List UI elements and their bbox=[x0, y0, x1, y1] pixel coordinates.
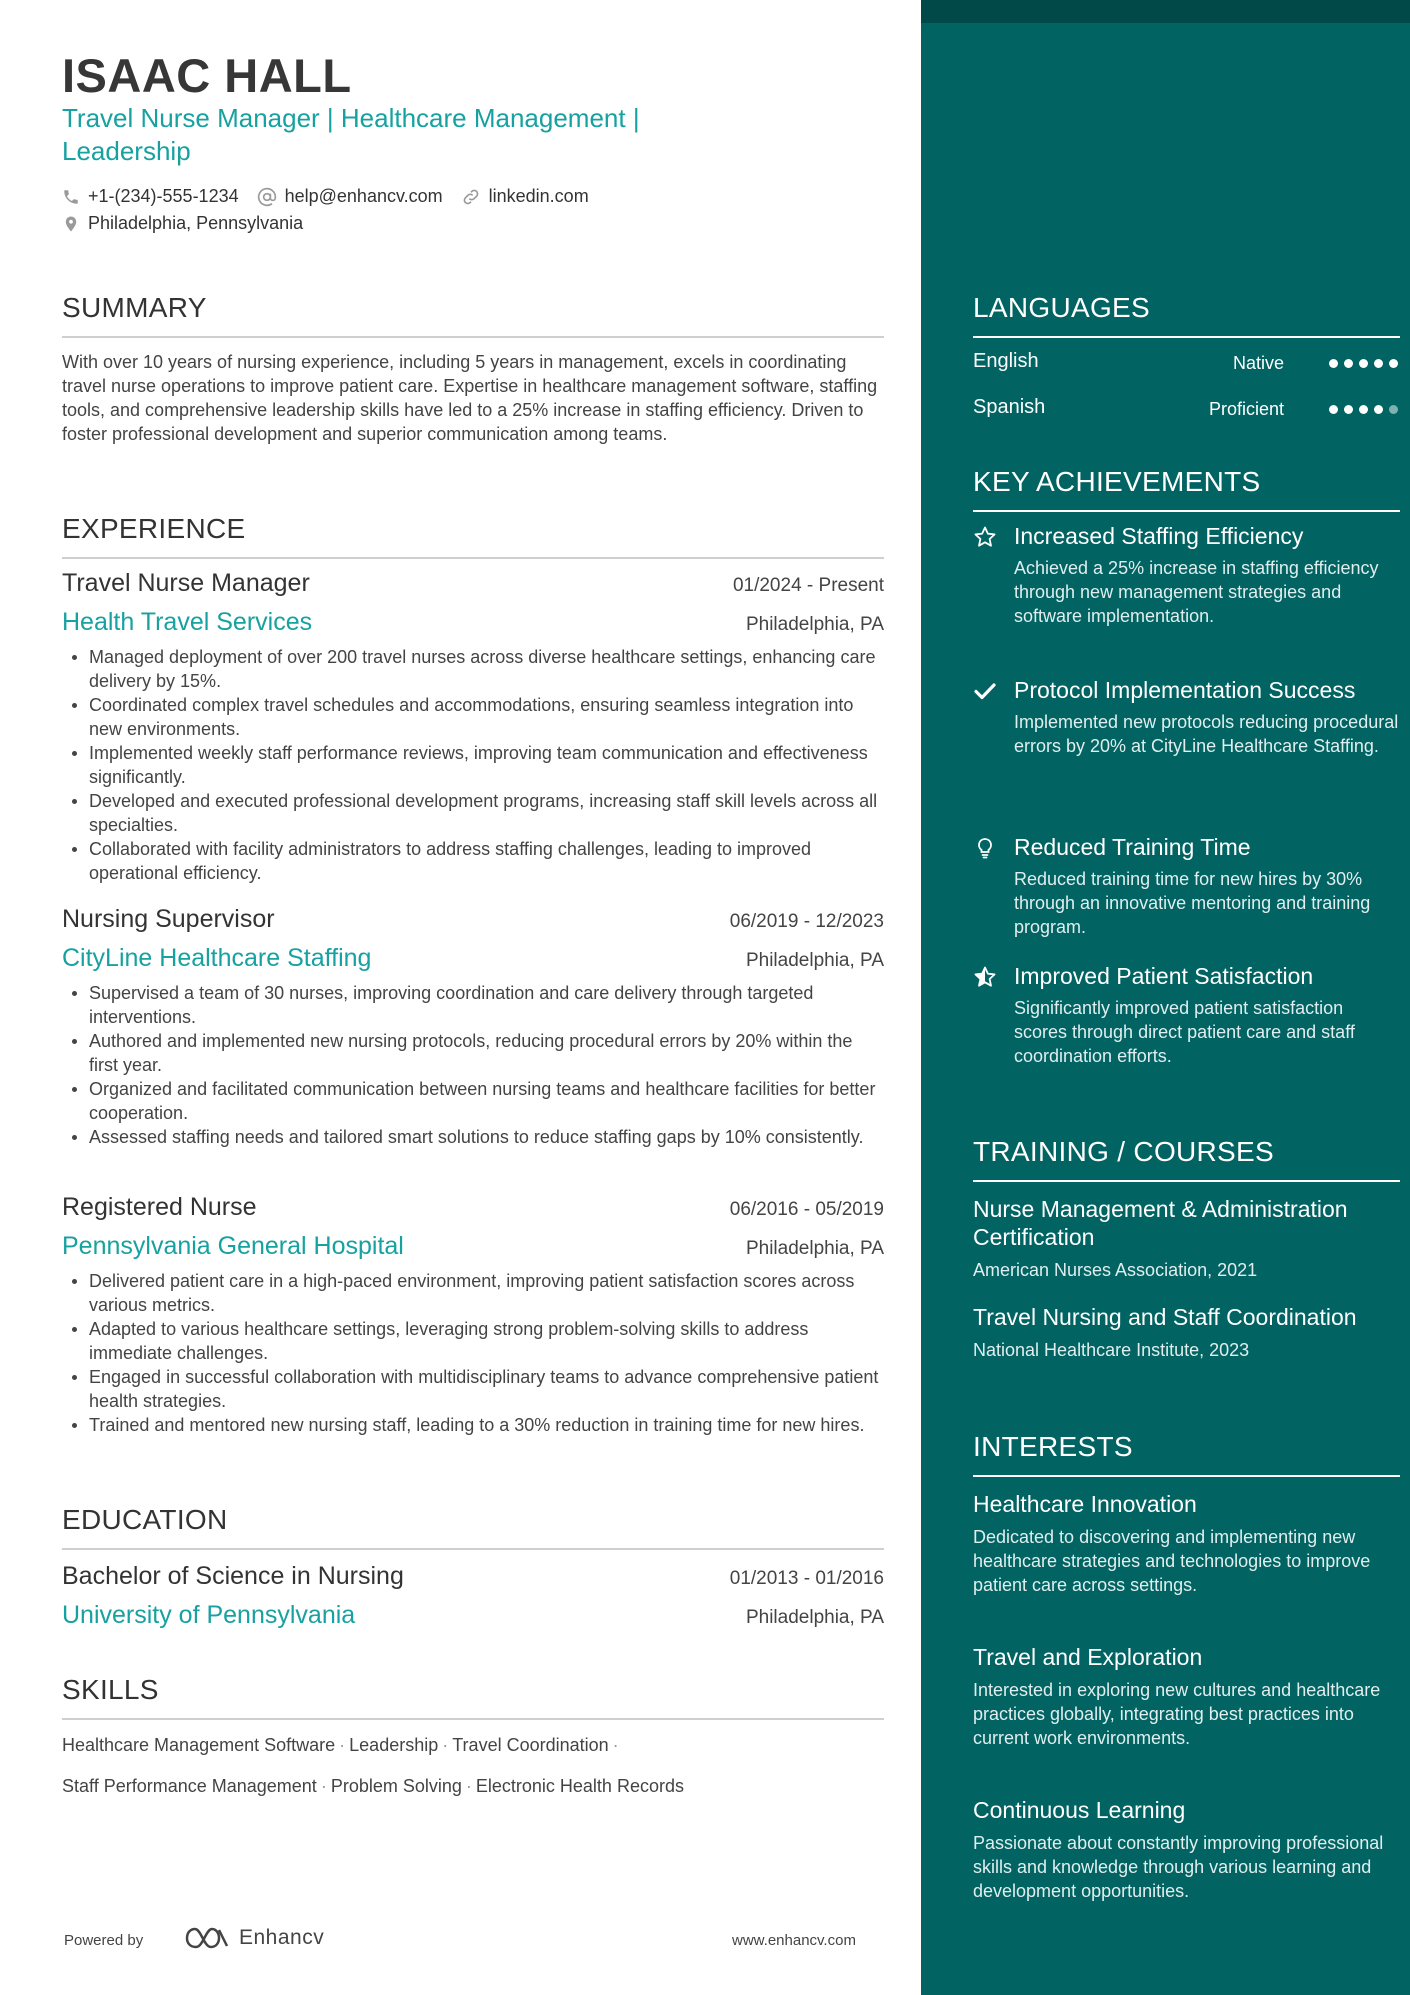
skill-separator: · bbox=[612, 1735, 619, 1755]
degree: Bachelor of Science in Nursing bbox=[62, 1562, 404, 1590]
bullet-item: Delivered patient care in a high-paced environment, improving patient satisfaction scores across various metrics. bbox=[62, 1269, 884, 1317]
sidebar-top-band bbox=[921, 0, 1410, 23]
language-name: Spanish bbox=[973, 396, 1046, 418]
job-dates: 06/2016 - 05/2019 bbox=[729, 1199, 884, 1220]
bullet-item: Assessed staffing needs and tailored smart solutions to reduce staffing gaps by 10% consistently. bbox=[62, 1125, 884, 1149]
link-icon bbox=[461, 187, 481, 207]
bullet-item: Supervised a team of 30 nurses, improving coordination and care delivery through targeted interventions. bbox=[62, 981, 884, 1029]
bullet-item: Managed deployment of over 200 travel nurses across diverse healthcare settings, enhancing care delivery by 15%. bbox=[62, 645, 884, 693]
interest-desc: Dedicated to discovering and implementing new healthcare strategies and technologies to improve patient care across settings. bbox=[973, 1527, 1371, 1595]
phone-icon bbox=[62, 188, 80, 206]
achievement-desc: Reduced training time for new hires by 30% through an innovative mentoring and training program. bbox=[1014, 869, 1371, 937]
course-item bbox=[973, 1195, 1400, 1281]
sidebar bbox=[921, 0, 1410, 1995]
languages-title: LANGUAGES bbox=[973, 292, 1400, 338]
bullet-item: Adapted to various healthcare settings, leveraging strong problem-solving skills to address immediate challenges. bbox=[62, 1317, 884, 1365]
course-org: National Healthcare Institute, 2023 bbox=[973, 1340, 1250, 1360]
location-text: Philadelphia, Pennsylvania bbox=[88, 213, 304, 233]
star-outline-icon bbox=[973, 525, 997, 549]
school: University of Pennsylvania bbox=[62, 1601, 356, 1629]
course-title: Travel Nursing and Staff Coordination bbox=[973, 1304, 1357, 1330]
job-company: Pennsylvania General Hospital bbox=[62, 1232, 404, 1260]
interests-title: INTERESTS bbox=[973, 1431, 1400, 1477]
interest-item bbox=[973, 1490, 1400, 1597]
headline bbox=[62, 102, 722, 168]
bullet-item: Collaborated with facility administrators to address staffing challenges, leading to improved operational efficiency. bbox=[62, 837, 884, 885]
achievements-title: KEY ACHIEVEMENTS bbox=[973, 466, 1400, 512]
enhancv-logo-icon bbox=[183, 1924, 231, 1952]
summary-title: SUMMARY bbox=[62, 292, 884, 338]
skill-tag: Staff Performance Management bbox=[62, 1776, 317, 1796]
skill-separator: · bbox=[465, 1776, 472, 1796]
at-sign-icon bbox=[257, 187, 277, 207]
bullet-item: Coordinated complex travel schedules and accommodations, ensuring seamless integration into new environments. bbox=[62, 693, 884, 741]
experience-title: EXPERIENCE bbox=[62, 513, 884, 559]
skill-tag: Leadership bbox=[349, 1735, 439, 1755]
rating-dot bbox=[1389, 359, 1398, 368]
achievement-desc: Achieved a 25% increase in staffing efficiency through new management strategies and software implementation. bbox=[1014, 558, 1379, 626]
language-rating bbox=[1323, 405, 1398, 414]
interest-desc: Passionate about constantly improving professional skills and knowledge through various learning and development opportunities. bbox=[973, 1833, 1384, 1901]
headline-line-2: Leadership bbox=[62, 136, 191, 166]
skill-separator: · bbox=[339, 1735, 346, 1755]
language-name: English bbox=[973, 350, 1039, 372]
powered-by-text: Powered by bbox=[64, 1932, 144, 1949]
achievement-title: Increased Staffing Efficiency bbox=[1014, 523, 1304, 549]
rating-dot bbox=[1374, 405, 1383, 414]
education-entry bbox=[62, 1562, 884, 1630]
skill-tag: Travel Coordination bbox=[452, 1735, 609, 1755]
language-level: Proficient bbox=[1208, 399, 1284, 419]
rating-dot bbox=[1344, 405, 1353, 414]
job-role: Travel Nurse Manager bbox=[62, 569, 310, 597]
interest-desc: Interested in exploring new cultures and healthcare practices globally, integrating best practices into current work environments. bbox=[973, 1680, 1381, 1748]
email-text: help@enhancv.com bbox=[284, 186, 443, 206]
bullet-item: Organized and facilitated communication between nursing teams and healthcare facilities for better cooperation. bbox=[62, 1077, 884, 1125]
linkedin-contact[interactable] bbox=[461, 186, 589, 207]
education-location: Philadelphia, PA bbox=[745, 1607, 884, 1628]
skill-tag: Problem Solving bbox=[330, 1776, 462, 1796]
rating-dot bbox=[1359, 359, 1368, 368]
achievement-title: Protocol Implementation Success bbox=[1014, 677, 1356, 703]
rating-dot-empty bbox=[1389, 405, 1398, 414]
interest-title: Travel and Exploration bbox=[973, 1644, 1203, 1670]
rating-dot bbox=[1374, 359, 1383, 368]
footer-url[interactable]: www.enhancv.com bbox=[732, 1932, 856, 1949]
phone-text: +1-(234)-555-1234 bbox=[88, 186, 239, 206]
interest-title: Continuous Learning bbox=[973, 1797, 1186, 1823]
achievement-title: Improved Patient Satisfaction bbox=[1014, 963, 1314, 989]
lightbulb-icon bbox=[973, 836, 997, 860]
skills-line-2 bbox=[62, 1776, 684, 1797]
candidate-name: ISAAC HALL bbox=[62, 49, 352, 102]
language-item bbox=[973, 396, 1400, 422]
course-org: American Nurses Association, 2021 bbox=[973, 1260, 1258, 1280]
job-location: Philadelphia, PA bbox=[745, 614, 884, 635]
job-role: Nursing Supervisor bbox=[62, 905, 275, 933]
job-entry bbox=[62, 1193, 884, 1437]
achievement-title: Reduced Training Time bbox=[1014, 834, 1251, 860]
job-bullets bbox=[62, 645, 884, 885]
brand-name: Enhancv bbox=[239, 1926, 325, 1949]
enhancv-logo[interactable] bbox=[183, 1924, 324, 1952]
job-location: Philadelphia, PA bbox=[745, 1238, 884, 1259]
course-title: Nurse Management & Administration Certification bbox=[973, 1196, 1348, 1250]
language-item bbox=[973, 350, 1400, 376]
contact-row bbox=[62, 186, 607, 207]
interest-item bbox=[973, 1796, 1400, 1903]
achievement-item bbox=[973, 962, 1400, 1068]
bullet-item: Implemented weekly staff performance reviews, improving team communication and effectiveness significantly. bbox=[62, 741, 884, 789]
rating-dot bbox=[1359, 405, 1368, 414]
summary-text: With over 10 years of nursing experience, including 5 years in management, excels in coordinating travel nurse operations to improve patient care. Expertise in healthcare management software, staffing tools, and comprehensive leadership skills have led to a 25% increase in staffing efficiency. Driven to foster professional development and superior communication among teams. bbox=[62, 352, 878, 444]
job-dates: 06/2019 - 12/2023 bbox=[729, 911, 884, 932]
job-entry bbox=[62, 569, 884, 885]
job-bullets bbox=[62, 981, 884, 1149]
location-contact bbox=[62, 213, 303, 234]
location-pin-icon bbox=[62, 214, 80, 234]
linkedin-text: linkedin.com bbox=[488, 186, 589, 206]
skill-separator: · bbox=[442, 1735, 449, 1755]
job-location: Philadelphia, PA bbox=[745, 950, 884, 971]
checkmark-icon bbox=[973, 679, 997, 703]
skills-line-1 bbox=[62, 1735, 623, 1756]
half-star-icon bbox=[973, 965, 997, 989]
email-contact[interactable] bbox=[257, 186, 443, 207]
bullet-item: Authored and implemented new nursing protocols, reducing procedural errors by 20% within the first year. bbox=[62, 1029, 884, 1077]
achievement-item bbox=[973, 833, 1400, 939]
job-company: Health Travel Services bbox=[62, 608, 313, 636]
job-entry bbox=[62, 905, 884, 1149]
rating-dot bbox=[1344, 359, 1353, 368]
skills-title: SKILLS bbox=[62, 1674, 884, 1720]
achievement-item bbox=[973, 522, 1400, 628]
job-role: Registered Nurse bbox=[62, 1193, 257, 1221]
education-dates: 01/2013 - 01/2016 bbox=[729, 1568, 884, 1589]
job-company: CityLine Healthcare Staffing bbox=[62, 944, 372, 972]
bullet-item: Trained and mentored new nursing staff, leading to a 30% reduction in training time for new hires. bbox=[62, 1413, 884, 1437]
bullet-item: Developed and executed professional development programs, increasing staff skill levels across all specialties. bbox=[62, 789, 884, 837]
rating-dot bbox=[1329, 359, 1338, 368]
education-title: EDUCATION bbox=[62, 1504, 884, 1550]
training-title: TRAINING / COURSES bbox=[973, 1136, 1400, 1182]
achievement-item bbox=[973, 676, 1400, 758]
location-row bbox=[62, 213, 321, 234]
interest-title: Healthcare Innovation bbox=[973, 1491, 1197, 1517]
achievement-desc: Significantly improved patient satisfaction scores through direct patient care and staff coordination efforts. bbox=[1014, 998, 1355, 1066]
interest-item bbox=[973, 1643, 1400, 1750]
language-level: Native bbox=[1232, 353, 1284, 373]
job-bullets bbox=[62, 1269, 884, 1437]
skill-tag: Healthcare Management Software bbox=[62, 1735, 336, 1755]
bullet-item: Engaged in successful collaboration with multidisciplinary teams to advance comprehensive patient health strategies. bbox=[62, 1365, 884, 1413]
language-rating bbox=[1323, 359, 1398, 368]
phone-contact[interactable] bbox=[62, 186, 239, 207]
headline-line-1: Travel Nurse Manager | Healthcare Management | bbox=[62, 103, 640, 133]
achievement-desc: Implemented new protocols reducing procedural errors by 20% at CityLine Healthcare Staffing. bbox=[1014, 712, 1399, 756]
skill-tag: Electronic Health Records bbox=[475, 1776, 684, 1796]
skill-separator: · bbox=[320, 1776, 327, 1796]
rating-dot bbox=[1329, 405, 1338, 414]
course-item bbox=[973, 1303, 1400, 1361]
job-dates: 01/2024 - Present bbox=[732, 575, 884, 596]
